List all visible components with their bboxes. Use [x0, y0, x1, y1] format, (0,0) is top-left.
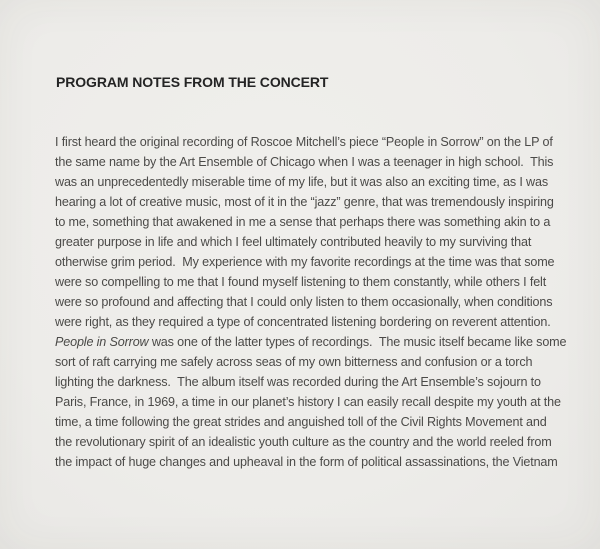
text-line: the same name by the Art Ensemble of Chicago when I was a teenager in high school. This [55, 155, 554, 169]
text-segment: was one of the latter types of recordings. The music itself became like some [148, 335, 567, 349]
text-line: I first heard the original recording of Roscoe Mitchell’s piece “People in Sorrow” on the LP of [55, 135, 553, 149]
text-line: the impact of huge changes and upheaval in the form of political assassinations, the Vietnam [55, 455, 558, 469]
text-line: time, a time following the great strides and anguished toll of the Civil Rights Movement and [55, 415, 547, 429]
text-line: to me, something that awakened in me a sense that perhaps there was something akin to a [55, 215, 551, 229]
text-line: sort of raft carrying me safely across seas of my own bitterness and confusion or a torch [55, 355, 533, 369]
text-line: lighting the darkness. The album itself was recorded during the Art Ensemble’s sojourn to [55, 375, 541, 389]
program-notes-paragraph [55, 132, 566, 472]
text-line: the revolutionary spirit of an idealistic youth culture as the country and the world reeled from [55, 435, 552, 449]
text-line: were so compelling to me that I found myself listening to them constantly, while others I felt [55, 275, 547, 289]
album-title-italic: People in Sorrow [55, 335, 149, 349]
page-title: PROGRAM NOTES FROM THE CONCERT [56, 74, 329, 90]
text-line: were right, as they required a type of concentrated listening bordering on reverent attention. [55, 315, 551, 329]
text-line: was an unprecedentedly miserable time of my life, but it was also an exciting time, as I was [55, 175, 548, 189]
text-line: hearing a lot of creative music, most of it in the “jazz” genre, that was tremendously inspiring [55, 195, 554, 209]
text-line [55, 332, 566, 352]
text-line: otherwise grim period. My experience with my favorite recordings at the time was that some [55, 255, 555, 269]
text-line: greater purpose in life and which I feel ultimately contributed heavily to my surviving that [55, 235, 532, 249]
text-line: were so profound and affecting that I could only listen to them occasionally, when conditions [55, 295, 553, 309]
text-line: Paris, France, in 1969, a time in our planet’s history I can easily recall despite my youth at the [55, 395, 561, 409]
